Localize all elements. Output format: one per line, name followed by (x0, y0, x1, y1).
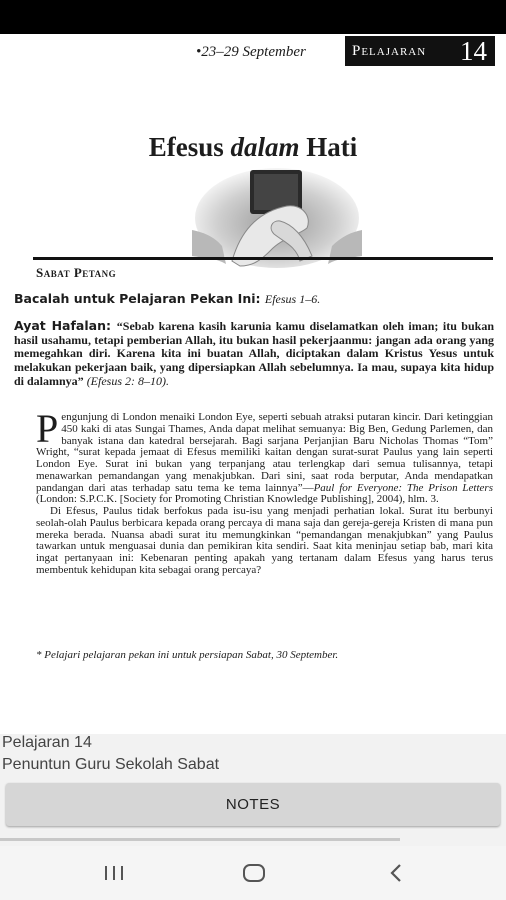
lesson-name: Pelajaran 14 (2, 734, 92, 751)
introduction-text: Pengunjung di London menaiki London Eye, seperti sebuah atraksi putaran kincir. Dari ketinggian 450 kaki di atas Sungai Thames, Anda dapat melihat semuanya: Big Ben, Gedung Parlemen, dan banyak istana dan katedral bersejarah. Bagi sarjana Perjanjian Baru Nicholas Thomas “Tom” Wright, “surat kepada jemaat di Efesus memiliki kaitan dengan surat-surat Paulus yang lain seperti London Eye. Surat ini bukan yang terpanjang atau terlengkap dari semua tulisannya, tetapi menawarkan pemandangan yang menakjubkan. Dari sini, saat roda berputar, Anda mendapatkan pandangan dari atas terhadap satu tema ke tema lainnya”—Paul for Everyone: The Prison Letters (London: S.P.C.K. [Society for Promoting Christian Knowledge Publishing], 2004), hlm. 3. Di Efesus, Paulus tidak berfokus pada isu-isu yang menjadi perhatian lokal. Surat itu berbunyi seolah-olah Paulus berbicara kepada orang percaya di mana saja dan gereja-gereja Kristen di mana pun mereka berada. Nuansa abadi surat itu memungkinkan “pemandangan menakjubkan” yang Paulus tawarkan untuk menguasai dunia dan pemikiran kita sendiri. Saat kita meninjau setiap bab, mari kita ingat pertanyaan ini: Kebenaran penting apakah yang tertanam dalam Efesus yang harus terus membentuk kehidupan kita sebagai orang percaya? (36, 406, 493, 576)
back-icon[interactable] (366, 856, 426, 890)
drop-cap: P (36, 406, 59, 451)
recents-icon[interactable] (84, 856, 144, 890)
lesson-title: Efesus dalam Hati (148, 132, 358, 162)
book-name: Penuntun Guru Sekolah Sabat (2, 756, 220, 773)
week-date: •23–29 September (196, 44, 306, 60)
introduction-paragraph-2: Di Efesus, Paulus tidak berfokus pada isu-isu yang menjadi perhatian lokal. Surat itu berbunyi seolah-olah Paulus berbicara kepada orang percaya di mana saja dan gereja-gereja Kristen di mana pun mereka berada. Nuansa abadi surat itu memungkinkan “pemandangan menakjubkan” yang Paulus tawarkan untuk menguasai dunia dan pemikiran kita sendiri. Saat kita meninjau setiap bab, mari kita ingat pertanyaan ini: Kebenaran penting apakah yang tertanam dalam Efesus yang harus terus membentuk kehidupan kita sebagai orang percaya? (36, 505, 493, 576)
memory-verse: Ayat Hafalan: “Sebab karena kasih karunia kamu diselamatkan oleh iman; itu bukan hasil usahamu, tetapi pemberian Allah, itu bukan hasil pekerjaanmu: jangan ada orang yang memegahkan diri. Karena kita ini buatan Allah, diciptakan dalam Kristus Yesus untuk melakukan pekerjaan baik, yang dipersiapkan Allah sebelumnya. Ia mau, supaya kita hidup di dalamnya” (Efesus 2: 8–10). (14, 318, 495, 388)
lesson-header-number: 14 (460, 35, 487, 66)
status-bar (0, 0, 506, 34)
system-navigation-bar (0, 846, 506, 900)
title-rule (33, 257, 493, 260)
lesson-header-label: Pelajaran (352, 42, 427, 59)
notes-button[interactable]: NOTES (6, 783, 500, 826)
section-label: Sabat Petang (36, 265, 117, 280)
home-icon[interactable] (224, 856, 284, 890)
lesson-page[interactable] (0, 34, 506, 734)
footnote: * Pelajari pelajaran pekan ini untuk persiapan Sabat, 30 September. (36, 649, 339, 661)
page-progress-bar (0, 838, 400, 841)
lesson-header-box (345, 36, 495, 66)
praying-hands-illustration (192, 166, 362, 294)
weekly-reading: Bacalah untuk Pelajaran Pekan Ini: Efesus 1–6. (14, 291, 321, 306)
